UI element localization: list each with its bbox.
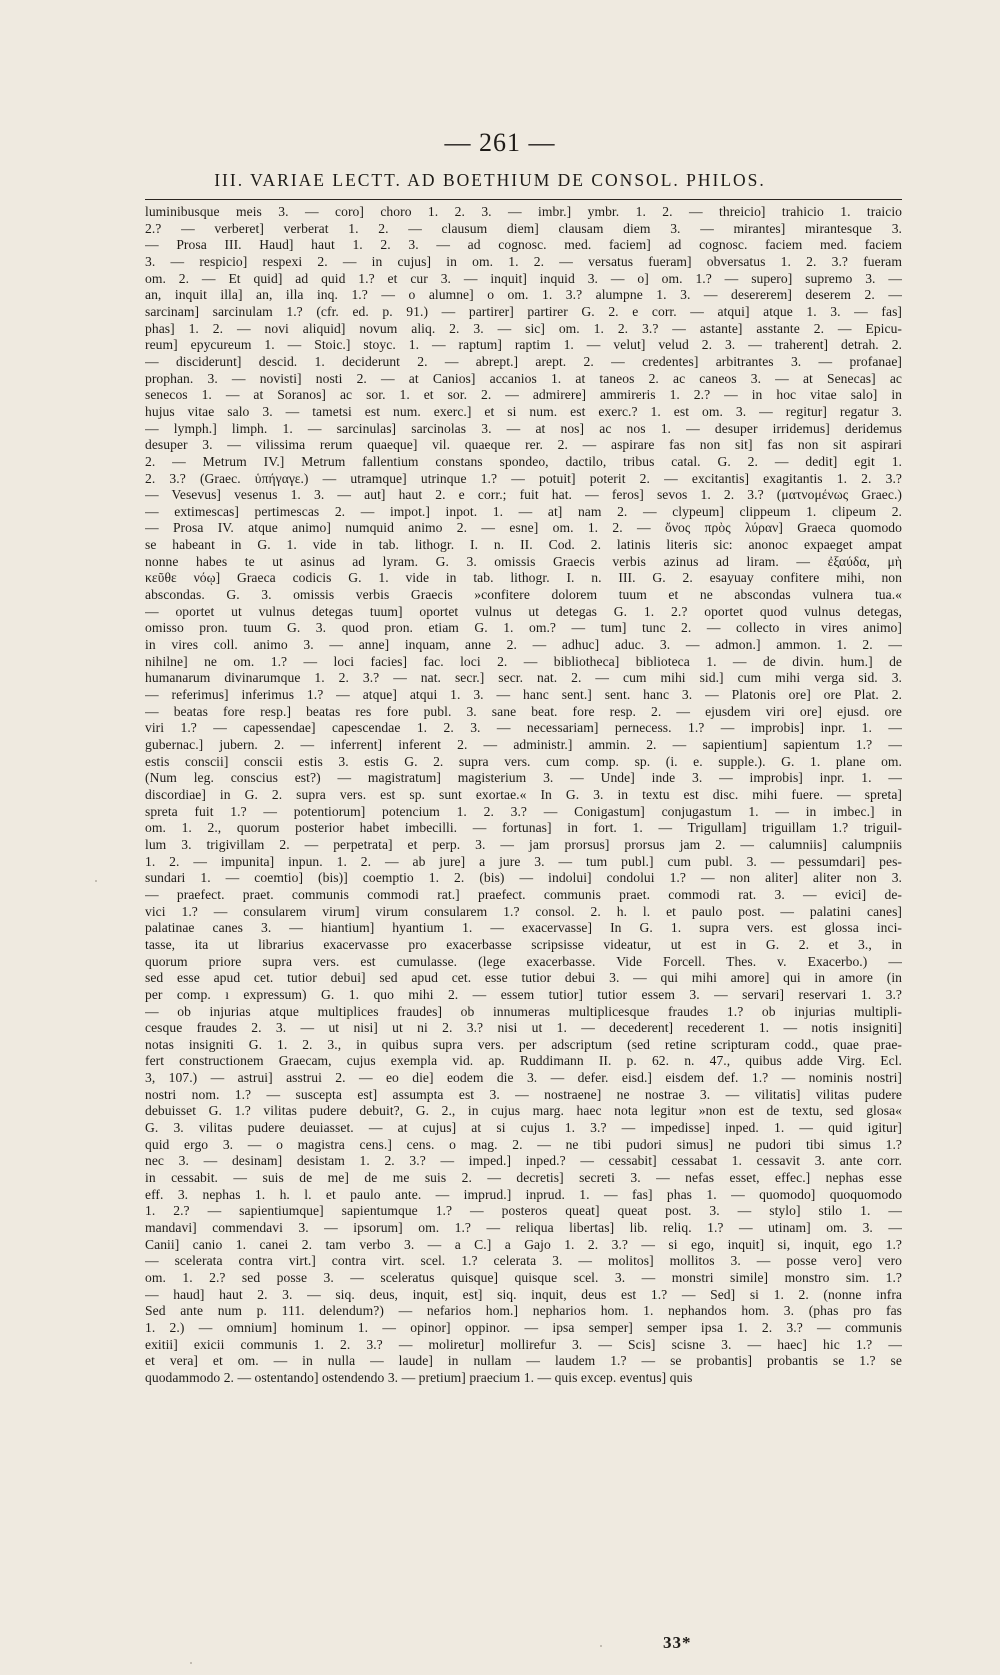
text-line: omisso pron. tuum G. 3. quod pron. etiam G. 1. om.? — tum] tunc 2. — collecto in vires animo] [145, 620, 902, 636]
text-line: 2. — Metrum IV.] Metrum fallentium constans spondeo, dactilo, tribus catal. G. 2. — dedit] egit 1. [145, 453, 902, 469]
text-line: — lymph.] limph. 1. — sarcinulas] sarcinolas 3. — at nos] ac nos 1. — desuper irridemus] deridemus [145, 420, 902, 436]
page-number: — 261 — [444, 128, 556, 157]
text-line: senecos 1. — at Soranos] ac sor. 1. et sor. 2. — admirere] ammireris 1. 2.? — in hoc vitae salo] in [145, 387, 902, 403]
text-line: nonne habes te ut asinus ad lyram. G. 3. omissis Graecis verbis azinus ad liram. — ἐξαύδα, μὴ [145, 553, 902, 569]
signature-mark: 33* [663, 1633, 692, 1652]
text-line: quid ergo 3. — o magistra cens.] cens. o mag. 2. — ne tibi pudori simus] ne pudori tibi simus 1.? [145, 1136, 902, 1152]
text-line: — haud] haut 2. 3. — siq. deus, inquit, est] siq. inquit, deus est 1.? — Sed] si 1. 2. (nonne infra [145, 1286, 902, 1302]
text-line: κεῦθε νόῳ] Graeca codicis G. 1. vide in tab. lithogr. I. n. III. G. 2. esayuay confitere mihi, non [145, 570, 902, 586]
text-line: prophan. 3. — novisti] nosti 2. — at Canios] accanios 1. at taneos 2. ac caneos 3. — at Senecas] ac [145, 370, 902, 386]
text-line: — extimescas] pertimescas 2. — impot.] inpot. 1. — at] nam 2. — clypeum] clippeum 1. clipeum 2. [145, 503, 902, 519]
text-line: abscondas. G. 3. omissis verbis Graecis »confitere dolorem tuum et ne abscondas vulnera tua.« [145, 587, 902, 603]
text-line: 1. 2.? — sapientiumque] sapientumque 1.? — posteros queat] queat post. 3. — stylo] stilo 1. — [145, 1203, 902, 1219]
text-line: nec 3. — desinam] desistam 1. 2. 3.? — imped.] inped.? — cessabit] cessabat 1. cessavit 3. ante corr. [145, 1153, 902, 1169]
text-line: — scelerata contra virt.] contra virt. scel. 1.? celerata 3. — molitos] mollitos 3. — posse vero] vero [145, 1253, 902, 1269]
text-line: in cessabit. — suis de me] de me suis 2. — decretis] secreti 3. — nefas esset, effec.] nephas esse [145, 1170, 902, 1186]
text-line: hujus vitae salo 3. — tametsi est num. exerc.] et si num. est exerc.? 1. est om. 3. — regitur] regatur 3. [145, 403, 902, 419]
text-line: tasse, ita ut librarius exacervasse pro exacerbasse scripsisse videatur, ut est in G. 2. et 3., in [145, 936, 902, 952]
text-line: eff. 3. nephas 1. h. l. et paulo ante. — imprud.] inprud. 1. — fas] phas 1. — quomodo] quoquomodo [145, 1186, 902, 1202]
text-line: cesque fraudes 2. 3. — ut nisi] ut ni 2. 3.? nisi ut 1. — decederent] recederent 1. — notis insigniti] [145, 1020, 902, 1036]
text-line: nihilne] ne om. 1.? — loci facies] fac. loci 2. — bibliotheca] biblioteca 1. — de divin. hum.] de [145, 653, 902, 669]
text-line: Sed ante num p. 111. delendum?) — nefarios hom.] nepharios hom. 1. nephandos hom. 3. (phas pro fas [145, 1303, 902, 1319]
text-line: 1. 2. — impunita] inpun. 1. 2. — ab jure] a jure 3. — tum publ.] cum publ. 3. — pessumdari] pes- [145, 853, 902, 869]
text-line: om. 1. 2.? sed posse 3. — sceleratus quisque] quisque scel. 3. — monstri simile] monstro sim. 1.? [145, 1270, 902, 1285]
text-line: per comp. ı expressum) G. 1. quo mihi 2. — essem tutior] tutior essem 3. — servari] reservari 1. 3.? [145, 986, 902, 1002]
text-line: — praefect. praet. communis commodi rat.] praefect. communis praet. commodi rat. 3. — evici] de- [145, 886, 902, 902]
text-line: Canii] canio 1. canei 2. tam verbo 3. — a C.] a Gajo 1. 2. 3.? — si ego, inquit] si, inquit, ego 1.? [145, 1236, 902, 1252]
text-line: nostri nom. 1.? — suscepta est] assumpta est 3. — nostraene] ne nostrae 3. — vilitatis] vilitas pudere [145, 1086, 902, 1102]
header-rule [145, 199, 902, 200]
text-line: in vires coll. animo 3. — anne] inquam, anne 2. — adhuc] aduc. 3. — admon.] ammon. 1. 2. — [145, 637, 902, 653]
text-line: quodammodo 2. — ostentando] ostendendo 3. — pretium] praecium 1. — quis excep. eventus] quis [145, 1369, 693, 1385]
text-line: sundari 1. — coemtio] (bis)] coemptio 1. 2. (bis) — indolui] condolui 1.? — non aliter] aliter non 3. [145, 870, 902, 886]
text-line: reum] epycureum 1. — Stoic.] stoyc. 1. — raptum] raptim 1. — velut] velud 2. 3. — traherent] detrah. 2. [145, 337, 902, 353]
text-line: desuper 3. — vilissima rerum quaeque] vil. quaeque rer. 2. — aspirare fas non sit] fas non sit aspirari [145, 437, 902, 453]
text-line: 3, 107.) — astrui] asstrui 2. — eo die] eodem die 3. — defer. eisd.] eisdem def. 1.? — nominis nostri] [145, 1070, 902, 1086]
text-line: 1. 2.) — omnium] hominum 1. — opinor] oppinor. — ipsa semper] semper ipsa 1. 2. 3.? — communis [145, 1319, 902, 1335]
text-line: — Vesevus] vesenus 1. 3. — aut] haut 2. e corr.; fuit hat. — feros] sevos 1. 2. 3.? (ματνομένως Graec.) [145, 487, 902, 503]
text-line: — disciderunt] descid. 1. deciderunt 2. — abrept.] arept. 2. — credentes] arbitrantes 3. — profanae] [145, 353, 902, 369]
text-line: sarcinam] sarcinulam 1.? (cfr. ed. p. 91.) — partirer] partirer G. 2. e corr. — atqui] atque 1. 3. — fas] [145, 303, 902, 319]
text-line: lum 3. trigivillam 2. — perpetrata] et perp. 3. — jam prorsus] prorsus jam 2. — calumniis] calumpniis [145, 836, 902, 852]
text-line: humanarum divinarumque 1. 2. 3.? — nat. secr.] secr. nat. 2. — cum mihi sid.] cum mihi verga sid. 3. [145, 670, 902, 686]
text-line: luminibusque meis 3. — coro] choro 1. 2. 3. — imbr.] ymbr. 1. 2. — threicio] trahicio 1. traicio [145, 204, 902, 219]
text-line: notas insigniti G. 1. 2. 3., in quibus supra vers. per adscriptum (sed retine scripturam codd., quae prae- [145, 1036, 902, 1052]
text-line: discordiae] in G. 2. supra vers. est sp. sunt exortae.« In G. 3. in textu est disc. mihi fuere. — spreta] [145, 786, 902, 802]
text-line: sed esse apud cet. tutior debui] sed apud cet. esse tutior debui 3. — qui mihi amore] qui in amore (in [145, 970, 902, 986]
text-line: — Prosa IV. atque animo] numquid animo 2. — esne] om. 1. 2. — ὄνος πρὸς λύραν] Graeca quomodo [145, 520, 902, 536]
body-text [145, 204, 902, 1387]
text-line: palatinae canes 3. — hiantium] hyantium 1. — exacervasse] In G. 1. supra vers. est glossa inci- [145, 920, 902, 936]
text-line: — referimus] inferimus 1.? — atque] atqui 1. 3. — hanc sent.] sent. hanc 3. — Platonis ore] ore Plat. 2. [145, 687, 902, 703]
text-line: phas] 1. 2. — novi aliquid] novum aliq. 2. 3. — sic] om. 1. 2. 3.? — astante] asstante 2. — Epicu- [145, 320, 902, 336]
text-line: an, inquit illa] an, illa inq. 1.? — o alumne] o om. 1. 3.? alumpne 1. 3. — desererem] deserem 2. — [145, 287, 902, 303]
text-line: — beatas fore resp.] beatas res fore publ. 3. sane beat. fore resp. 2. — ejusdem viri ore] ejusd. ore [145, 703, 902, 719]
text-line: gubernac.] jubern. 2. — inferrent] inferent 2. — administr.] ammin. 2. — sapientium] sapientum 1.? — [145, 737, 902, 752]
text-line: se habeant in G. 1. vide in tab. lithogr. I. n. II. Cod. 2. latinis literis sic: anonoc expaeget ampat [145, 537, 902, 553]
text-line: viri 1.? — capessendae] capescendae 1. 2. 3. — necessariam] pernecess. 1.? — improbis] inpr. 1. — [145, 720, 902, 736]
text-line: 3. — respicio] respexi 2. — in cujus] in om. 1. 2. — versatus fueram] obversatus 1. 2. 3.? fueram [145, 253, 902, 269]
running-head: III. VARIAE LECTT. AD BOETHIUM DE CONSOL. PHILOS. [214, 170, 766, 190]
text-line: om. 2. — Et quid] ad quid 1.? et cur 3. — inquit] inquid 3. — o] om. 1.? — supero] supremo 3. — [145, 270, 902, 286]
text-line: estis conscii] conscii estis 3. estis G. 2. supra vers. cum comp. sp. (i. e. supple.). G. 1. plane om. [145, 753, 902, 769]
text-line: exitii] exicii communis 1. 2. 3.? — moliretur] mollirefur 3. — Scis] scisne 3. — haec] hic 1.? — [145, 1336, 902, 1352]
text-line: G. 3. vilitas pudere deuiasset. — at cujus] at si cujus 1. 3.? — impedisse] inped. 1. — quid igitur] [145, 1120, 902, 1136]
paper-speck [600, 1645, 602, 1647]
paper-speck [95, 880, 97, 882]
text-line: debuisset G. 1.? vilitas pudere debuit?, G. 2., in cujus marg. haec nota legitur »non est de textu, sed glosa« [145, 1103, 902, 1119]
text-line: mandavi] commendavi 3. — ipsorum] om. 1.? — reliqua libertas] lib. reliq. 1.? — utinam] om. 3. — [145, 1220, 902, 1236]
text-line: (Num leg. conscius est?) — magistratum] magisterium 3. — Unde] inde 3. — improbis] inpr. 1. — [145, 770, 902, 786]
text-line: et vera] et om. — in nulla — laude] in nullam — laudem 1.? — se probantis] probantis se 1.? se [145, 1353, 902, 1369]
text-line: quorum priore supra vers. est cumulasse. (lege exacerbasse. Vide Forcell. Thes. v. Exacerbo.) — [145, 953, 902, 969]
paper-speck [190, 1662, 192, 1664]
text-line: fert constructionem Graecam, cujus exempla vid. ap. Ruddimann II. p. 62. n. 47., quibus adde Virg. Ecl. [145, 1053, 902, 1069]
text-line: — Prosa III. Haud] haut 1. 2. 3. — ad cognosc. med. faciem] ad cognosc. faciem med. faciem [145, 237, 902, 253]
text-line: — oportet ut vulnus detegas tuum] oportet vulnus ut detegas G. 1. 2.? oportet quod vulnus detegas, [145, 603, 902, 619]
text-line: — ob injurias atque multiplices fraudes] ob innumeras multiplicesque fraudes 1.? ob injurias multipli- [145, 1003, 902, 1019]
text-line: om. 1. 2., quorum posterior habet imbecilli. — fortunas] in fort. 1. — Trigullam] triguillam 1.? triguil- [145, 820, 902, 836]
text-line: 2.? — verberet] verberat 1. 2. — clausum diem] clausam diem 3. — mirantes] mirantesque 3. [145, 220, 902, 236]
text-line: 2. 3.? (Graec. ὑπήγαγε.) — utramque] utrinque 1.? — potuit] poterit 2. — excitantis] exagitantis 1. 2. 3.? [145, 470, 902, 486]
text-line: spreta fuit 1.? — potentiorum] potencium 1. 2. 3.? — Conigastum] conjugastum 1. — in imbec.] in [145, 803, 902, 819]
text-line: vici 1.? — consularem virum] virum consularem 1.? consol. 2. h. l. et paulo post. — palatini canes] [145, 903, 902, 919]
